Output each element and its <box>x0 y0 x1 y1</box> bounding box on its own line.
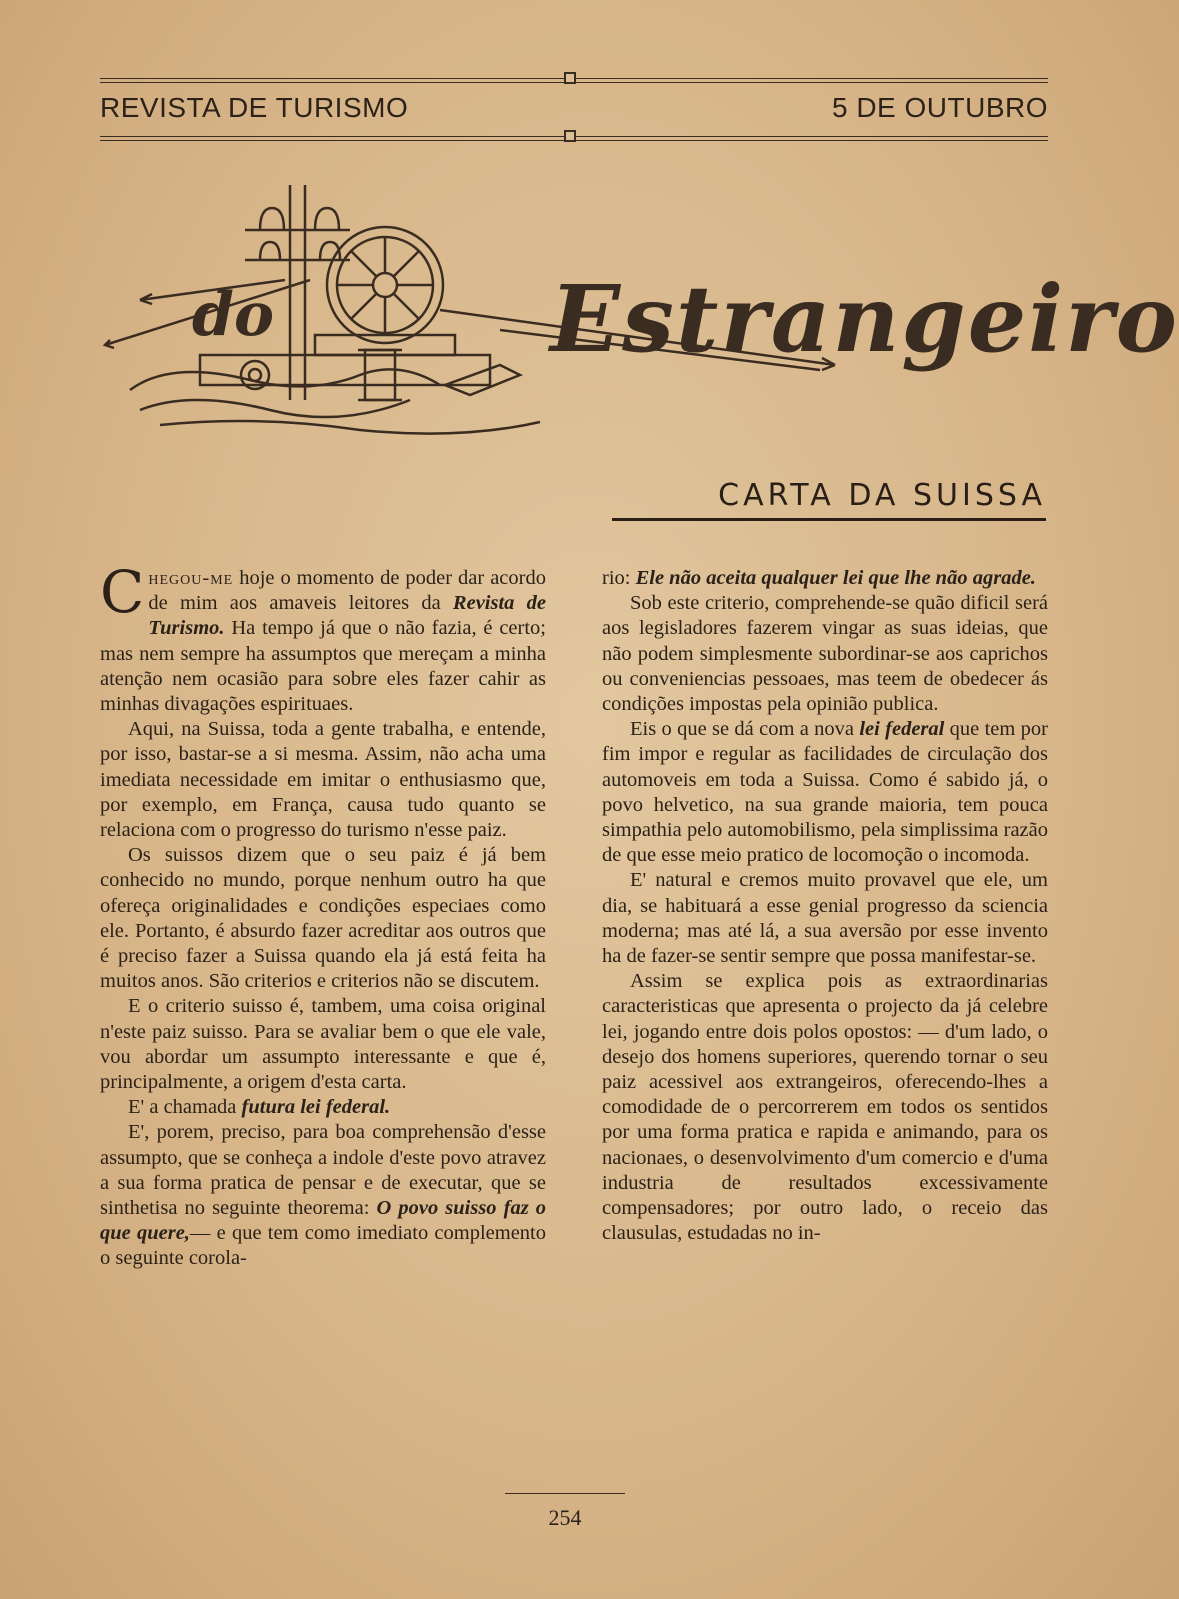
paragraph: E o criterio suisso é, tambem, uma coisa original n'este paiz suisso. Para se avaliar bem o que ele vale, vou abordar um assumpto interessante e que é, principalmente, a origem d'esta carta. <box>100 995 546 1094</box>
rule-ornament-box <box>564 72 576 84</box>
rule-ornament-box <box>564 130 576 142</box>
paragraph: E' natural e cremos muito provavel que ele, um dia, se habituará a esse genial progresso da sciencia moderna; mas até lá, a sua aversão por esse invento ha de fazer-se sentir sempre que possa manifestar-se. <box>602 869 1048 968</box>
drop-cap: C <box>100 558 145 626</box>
column-right <box>602 566 1048 1272</box>
paragraph: Assim se explica pois as extraordinarias caracteristicas que apresenta o projecto da já celebre lei, jogando entre dois polos opostos: — d'um lado, o desejo dos homens superiores, querendo tornar o seu paiz acessivel aos extrangeiros, oferecendo-lhes a comodidade de o percorrerem em todos os sentidos por uma forma pratica e rapida e animando, para os nacionaes, o desenvolvimento d'um comercio e d'uma industria de resultados excessivamente compensadores; por outro lado, o receio das clausulas, estudadas no in- <box>602 970 1048 1245</box>
article-body <box>100 558 1048 1272</box>
column-left <box>100 558 546 1272</box>
banner-word: Estrangeiro <box>550 265 1179 373</box>
article-title: CARTA DA SUISSA <box>718 478 1046 513</box>
paragraph: E' a chamada futura lei federal. <box>128 1096 391 1119</box>
issue-date: 5 DE OUTUBRO <box>831 92 1048 123</box>
paragraph: rio: Ele não aceita qualquer lei que lhe não agrade. <box>602 567 1036 589</box>
header-bottom-rule <box>100 136 1048 142</box>
title-underline <box>612 518 1046 521</box>
section-banner <box>100 170 1179 460</box>
paragraph: Eis o que se dá com a nova lei federal que tem por fim impor e regular as facilidades de circulação dos automoveis em toda a Suissa. Como é sabido já, o povo helvetico, na sua grande maioria, tem pouca simpathia pelo automobilismo, pela simplissima razão de que esse meio pratico de locomoção o incomoda. <box>602 718 1048 867</box>
paragraph: Sob este criterio, comprehende-se quão dificil será aos legisladores fazerem vingar as suas ideias, que não podem simplesmente subordinar-se aos caprichos ou conveniencias pessoaes, mas teem de obedecer ás condições impostas pela opinião publica. <box>602 592 1048 716</box>
paragraph: Os suissos dizem que o seu paiz é já bem conhecido no mundo, porque nenhum outro ha que ofereça originalidades e condições especiaes como ele. Portanto, é absurdo fazer acreditar aos outros que é preciso fazer a Suissa quando ela já está feita ha muitos anos. São criterios e criterios não se discutem. <box>100 844 546 993</box>
footer-rule <box>505 1493 625 1494</box>
paragraph: Chegou-me hoje o momento de poder dar acordo de mim aos amaveis leitores da Revista de Turismo. Ha tempo já que o não fazia, é certo; mas nem sempre ha assumptos que mereçam a minha atenção nem ocasião para sobre eles fazer cahir as minhas divagações espirituaes. <box>100 558 546 716</box>
paragraph: E', porem, preciso, para boa comprehensão d'esse assumpto, que se conheça a indole d'este povo atravez a sua forma pratica de pensar e de executar, que se sinthetisa no seguinte theorema: O povo suisso faz o que quere,— e que tem como imediato complemento o seguinte corola- <box>100 1121 546 1270</box>
running-header <box>100 92 1048 124</box>
journal-title: REVISTA DE TURISMO <box>100 92 409 123</box>
paragraph: Aqui, na Suissa, toda a gente trabalha, e entende, por isso, bastar-se a si mesma. Assim, não acha uma imediata necessidade em imitar o enthusiasmo que, por exemplo, em França, causa tudo quanto se relaciona com o progresso do turismo n'esse paiz. <box>100 718 546 842</box>
page-number: 254 <box>548 1505 582 1530</box>
banner-prefix: do <box>192 280 274 350</box>
header-top-rule <box>100 78 1048 84</box>
